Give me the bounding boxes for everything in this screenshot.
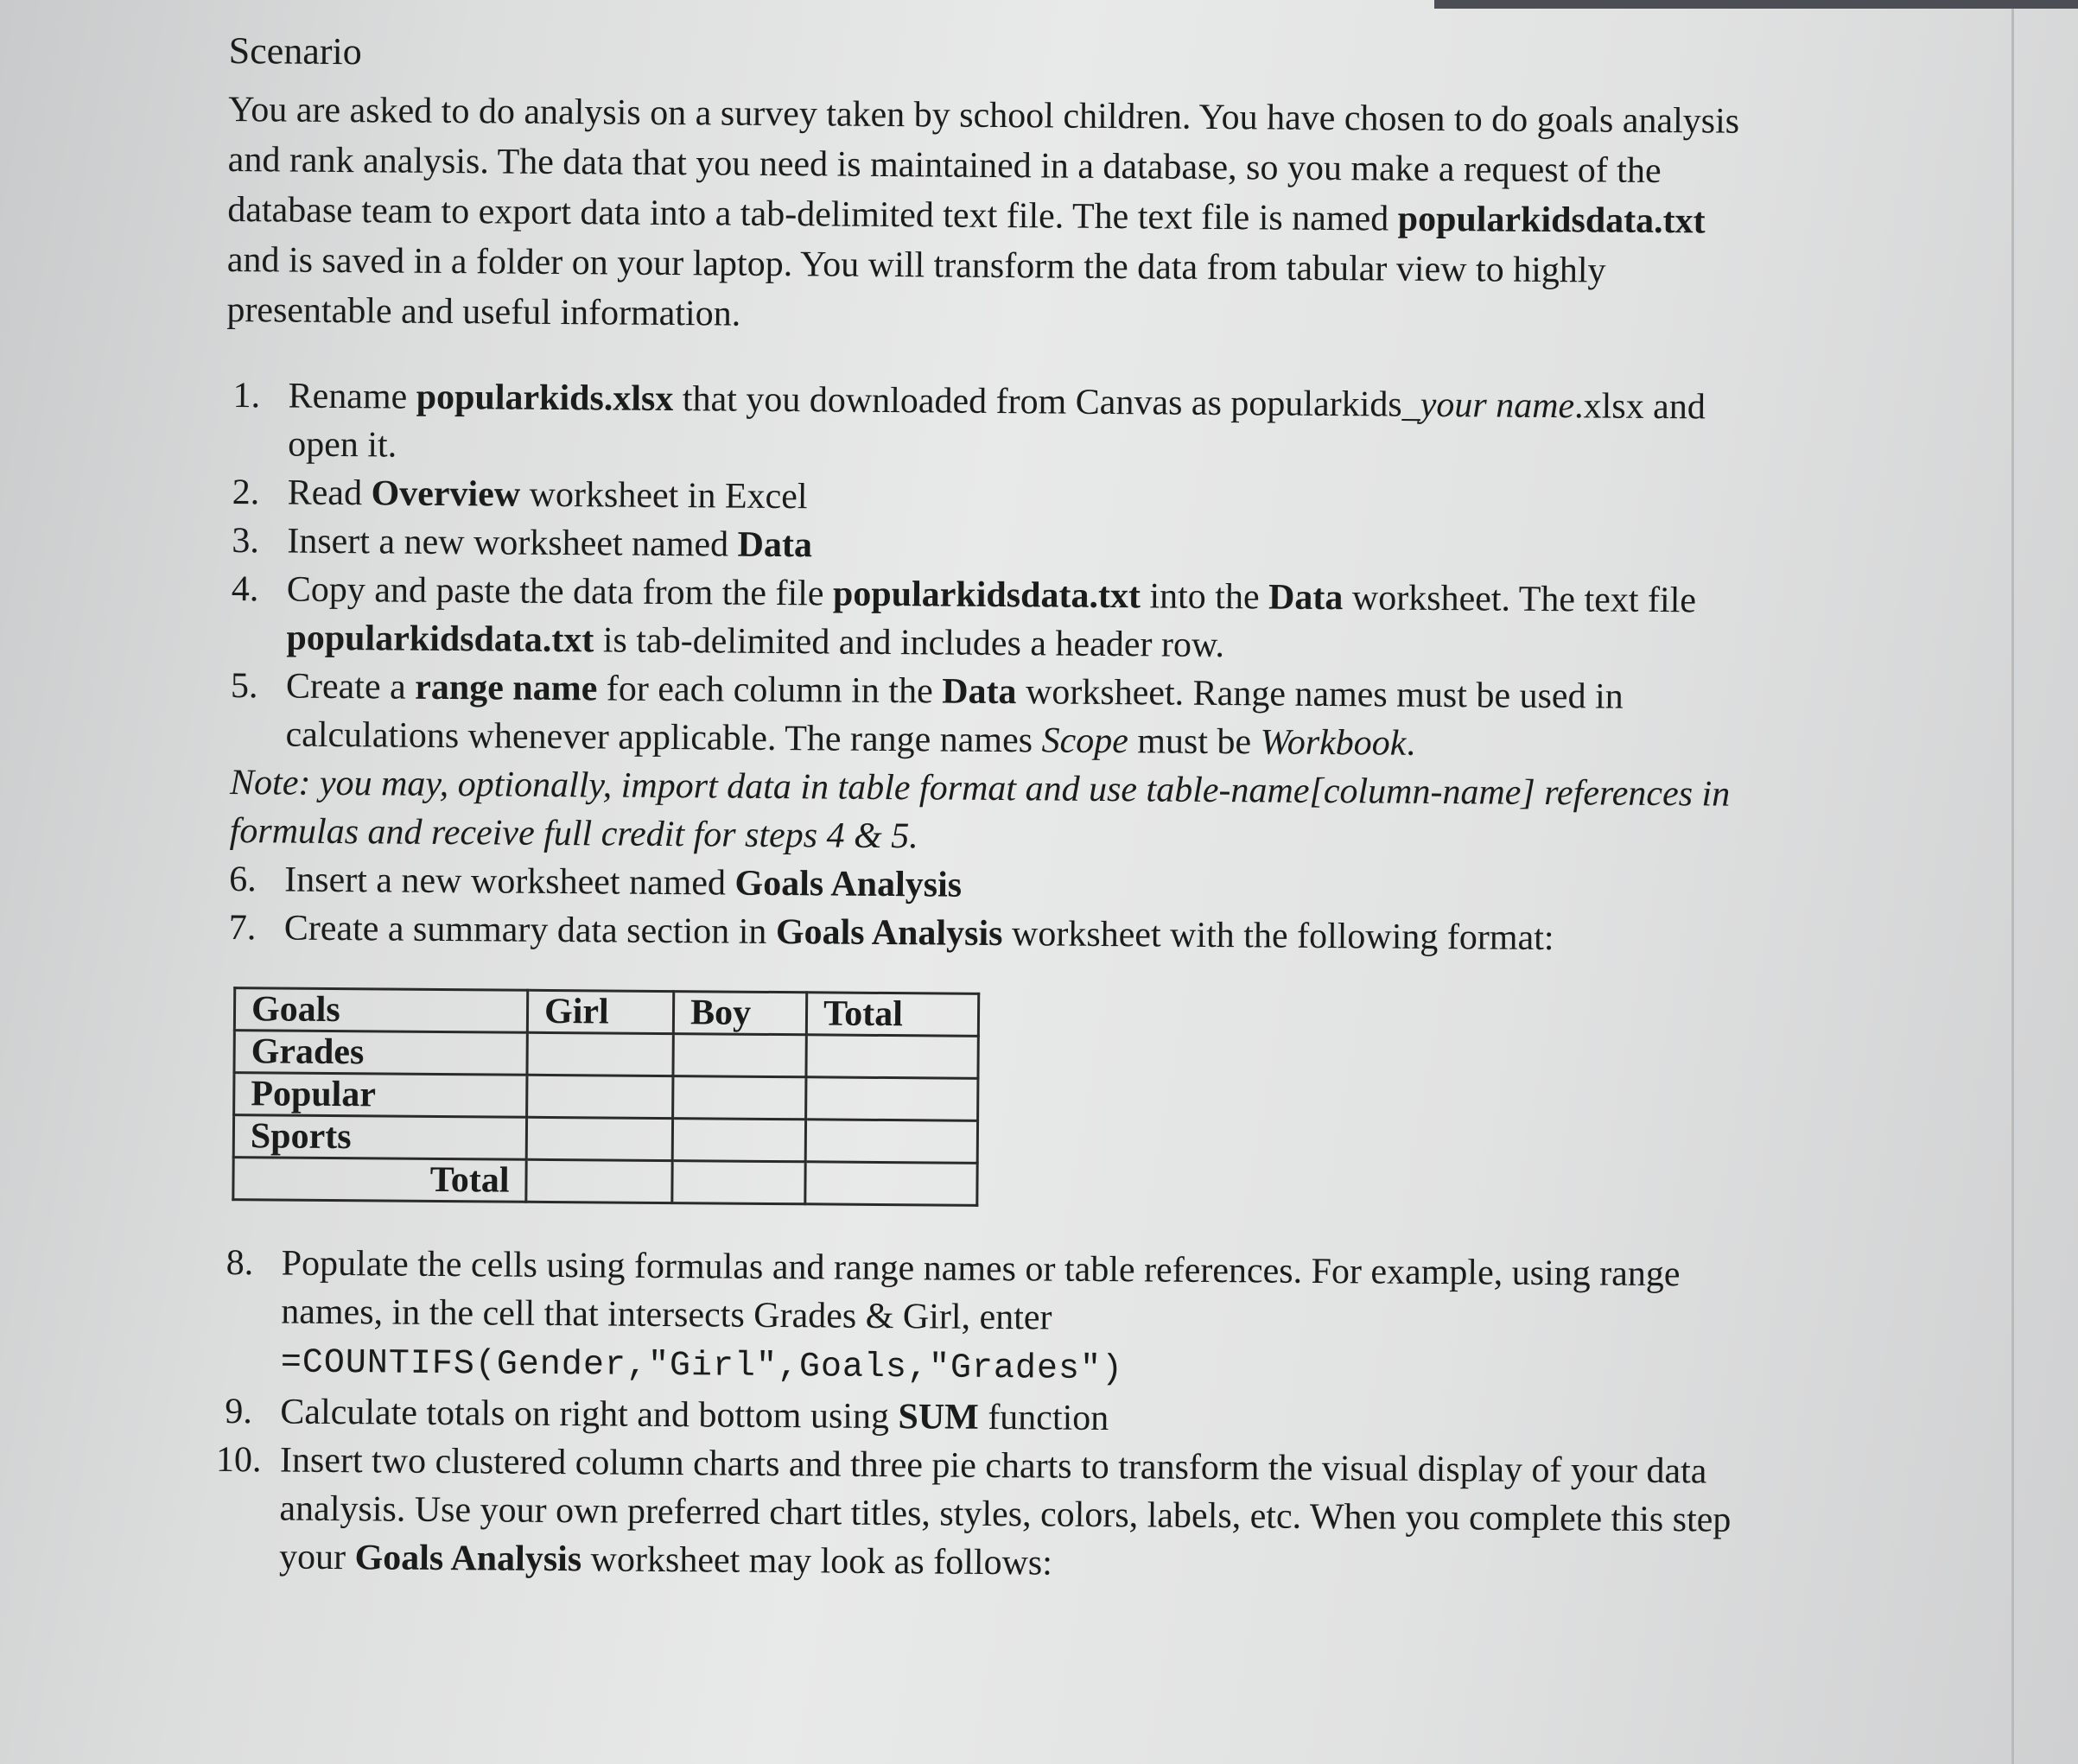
empty-cell <box>673 1076 806 1120</box>
page-edge <box>2011 0 2014 1764</box>
formula-example: =COUNTIFS(Gender,"Girl",Goals,"Grades") <box>280 1343 1124 1390</box>
empty-cell <box>805 1120 977 1164</box>
empty-cell <box>673 1034 806 1077</box>
empty-cell <box>526 1117 672 1160</box>
table-row <box>234 1031 978 1079</box>
table-header-row <box>234 988 978 1037</box>
step-5: 5. Create a range name for each column in the Data worksheet. Range names must be used in calculations whenever applicable. The range names Scope must be Workbook. <box>230 666 1624 764</box>
table-header-cell: Goals <box>234 988 527 1033</box>
empty-cell <box>806 1035 978 1079</box>
total-label-cell: Total <box>233 1158 526 1202</box>
step-6: 6. Insert a new worksheet named Goals Analysis <box>229 860 963 905</box>
step-8: 8. Populate the cells using formulas and range names or table references. For example, using range names, in the cell that intersects Grades & Girl, enter =COUNTIFS(Gender,"Girl",Goals,"Grades") <box>226 1243 1681 1390</box>
row-label-cell: Popular <box>234 1073 527 1118</box>
empty-cell <box>526 1159 672 1202</box>
table-header-cell: Boy <box>673 992 806 1035</box>
empty-cell <box>672 1119 805 1162</box>
empty-cell <box>806 1077 978 1121</box>
top-bar <box>1434 0 2078 9</box>
table-header-cell: Total <box>806 993 978 1037</box>
note-text: Note: you may, optionally, import data in table format and use table-name[column-name] references in formulas and receive full credit for steps 4 & 5. <box>229 763 1731 857</box>
row-label-cell: Sports <box>233 1115 526 1160</box>
table-row <box>233 1115 977 1164</box>
step-2: 2. Read Overview worksheet in Excel <box>232 473 808 517</box>
steps-list <box>222 371 1773 964</box>
step-4: 4. Copy and paste the data from the file popularkidsdata.txt into the Data worksheet. The text file popularkidsdata.txt is tab-delimited and includes a header row. <box>231 569 1697 666</box>
step-3: 3. Insert a new worksheet named Data <box>232 521 813 566</box>
step-10: 10. Insert two clustered column charts and three pie charts to transform the visual display of your data analysis. Use your own preferred chart titles, styles, colors, labels, etc. When you complete this step your Goals Analysis worksheet may look as follows: <box>215 1439 1732 1583</box>
document-title: Scenario <box>228 29 362 73</box>
table-row <box>234 1073 978 1121</box>
empty-cell <box>805 1162 977 1206</box>
step-1: 1. Rename popularkids.xlsx that you downloaded from Canvas as popularkids_your name.xlsx and open it. <box>232 376 1706 466</box>
step-9: 9. Calculate totals on right and bottom using SUM function <box>225 1392 1109 1439</box>
empty-cell <box>527 1032 673 1076</box>
table-header-cell: Girl <box>527 990 673 1033</box>
empty-cell <box>527 1075 673 1118</box>
table-total-row <box>233 1158 977 1206</box>
steps-list-continued <box>217 1239 1766 1593</box>
empty-cell <box>672 1161 805 1204</box>
document-content <box>217 26 1776 1593</box>
goals-summary-table <box>232 987 980 1207</box>
intro-filename: popularkidsdata.txt <box>1397 199 1706 242</box>
step-7: 7. Create a summary data section in Goals Analysis worksheet with the following format: <box>228 908 1554 959</box>
intro-paragraph: You are asked to do analysis on a survey taken by school children. You have chosen to do goals analysis and rank analysis. The data that you need is maintained in a database, so you make a request of the database team to export data into a tab-delimited text file. The text file is named popularkidsdata.txt and is saved in a folder on your laptop. You will transform the data from tabular view to highly presentable and useful information. <box>226 89 1740 334</box>
row-label-cell: Grades <box>234 1031 527 1076</box>
